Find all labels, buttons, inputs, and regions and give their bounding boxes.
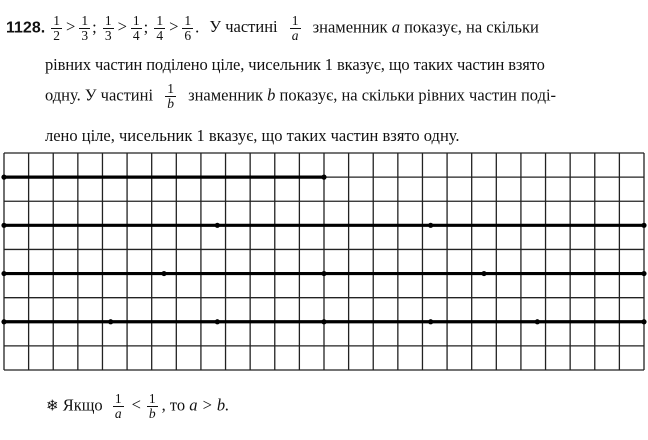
segment-division-dot: [1, 271, 6, 276]
fraction-1-3: $\frac{1}{3}$: [81, 13, 89, 43]
rule-fraction-1-a: $\frac{1}{a}$: [114, 391, 122, 421]
segment-division-dot: [1, 319, 6, 324]
segment-division-dot: [321, 271, 326, 276]
segment-division-dot: [641, 223, 646, 228]
fraction-1-6: $\frac{1}{6}$: [184, 13, 192, 43]
segment-division-dot: [1, 223, 6, 228]
rule-line: ❄ Якщо $\frac{1}{a}$ < $\frac{1}{b}$ , то a > b.: [46, 391, 230, 421]
segment-division-dot: [215, 319, 220, 324]
segment-division-dot: [481, 271, 486, 276]
segment-division-dot: [1, 175, 6, 180]
segment-division-dot: [321, 319, 326, 324]
segment-division-dot: [161, 271, 166, 276]
problem-number: 1128.: [6, 19, 46, 37]
segment-division-dot: [428, 223, 433, 228]
rule-fraction-1-b: $\frac{1}{b}$: [148, 391, 156, 421]
fraction-1-4b: $\frac{1}{4}$: [156, 13, 164, 43]
segment-division-dot: [535, 319, 540, 324]
operator: >: [66, 17, 76, 37]
segment-division-dot: [641, 271, 646, 276]
snowflake-icon: ❄: [46, 398, 59, 415]
problem-line-2: рівних частин поділено ціле, чисельник 1 вказує, що таких частин взято: [45, 55, 545, 74]
problem-line-3: одну. У частині $\frac{1}{b}$ знаменник b показує, на скільки рівних частин поді-: [45, 81, 557, 111]
segment-division-dot: [108, 319, 113, 324]
segment-division-dot: [641, 319, 646, 324]
segment-division-dot: [215, 223, 220, 228]
segment-division-dot: [321, 175, 326, 180]
fraction-1-a: $\frac{1}{a}$: [291, 13, 299, 43]
fraction-1-3b: $\frac{1}{3}$: [104, 13, 112, 43]
segment-division-dot: [428, 319, 433, 324]
fraction-1-b: $\frac{1}{b}$: [167, 81, 174, 111]
fraction-1-2: $\frac{1}{2}$: [53, 13, 61, 43]
fraction-1-4: $\frac{1}{4}$: [132, 13, 140, 43]
problem-line-1: 1128. $\frac{1}{2}$ > $\frac{1}{3}$ ; $\frac{1}{3}$ > $\frac{1}{4}$ ; $\frac{1}{4}$ > $\frac{1}{6}$ . У частині $\frac{1}{a}$ знаменник a показує, на скільки: [6, 13, 539, 43]
problem-line-4: лено ціле, чисельник 1 вказує, що таких частин взято одну.: [45, 126, 460, 145]
